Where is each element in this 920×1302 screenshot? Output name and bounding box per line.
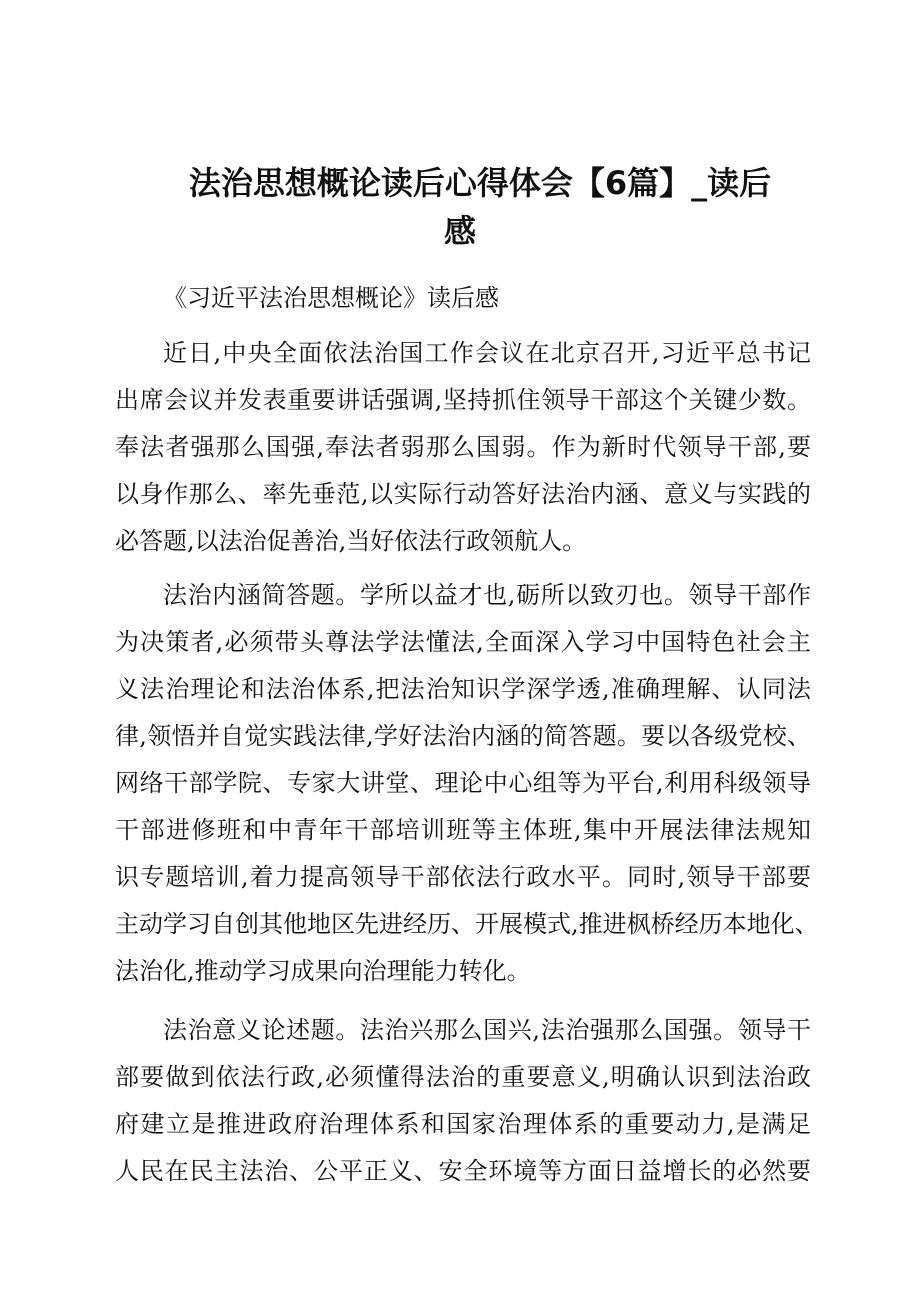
text-line: 奉法者强那么国强,奉法者弱那么国弱。作为新时代领导干部,要: [115, 433, 811, 461]
document-title-line-1: 法治思想概论读后心得体会【6篇】_读后: [188, 164, 772, 202]
text-line: 干部进修班和中青年干部培训班等主体班,集中开展法律法规知: [115, 816, 811, 844]
text-line: 法治化,推动学习成果向治理能力转化。: [115, 957, 531, 985]
text-line: 法治意义论述题。法治兴那么国兴,法治强那么国强。领导干: [163, 1016, 811, 1044]
text-line: 人民在民主法治、公平正义、安全环境等方面日益增长的必然要: [115, 1157, 811, 1185]
text-line: 法治内涵简答题。学所以益才也,砺所以致刃也。领导干部作: [163, 581, 811, 609]
paragraph-3: [115, 1007, 811, 1195]
text-line: 律,领悟并自觉实践法律,学好法治内涵的简答题。要以各级党校、: [115, 722, 811, 750]
text-line: 府建立是推进政府治理体系和国家治理体系的重要动力,是满足: [115, 1110, 811, 1138]
text-line: 必答题,以法治促善治,当好依法行政领航人。: [115, 527, 587, 555]
text-line: 出席会议并发表重要讲话强调,坚持抓住领导干部这个关键少数。: [115, 386, 811, 414]
text-line: 义法治理论和法治体系,把法治知识学深学透,准确理解、认同法: [115, 675, 811, 703]
document-title-line-2: 感: [443, 212, 476, 250]
text-line: 部要做到依法行政,必须懂得法治的重要意义,明确认识到法治政: [115, 1063, 811, 1091]
paragraph-2: [115, 572, 819, 995]
text-line: 主动学习自创其他地区先进经历、开展模式,推进枫桥经历本地化、: [115, 910, 819, 938]
text-line: 识专题培训,着力提高领导干部依法行政水平。同时,领导干部要: [115, 863, 811, 891]
paragraph-1: [115, 330, 811, 565]
text-line: 近日,中央全面依法治国工作会议在北京召开,习近平总书记: [163, 339, 811, 367]
text-line: 为决策者,必须带头尊法学法懂法,全面深入学习中国特色社会主: [115, 628, 811, 656]
document-subtitle: 《习近平法治思想概论》读后感: [163, 284, 499, 312]
text-line: 网络干部学院、专家大讲堂、理论中心组等为平台,利用科级领导: [115, 769, 811, 797]
text-line: 以身作那么、率先垂范,以实际行动答好法治内涵、意义与实践的: [115, 480, 811, 508]
